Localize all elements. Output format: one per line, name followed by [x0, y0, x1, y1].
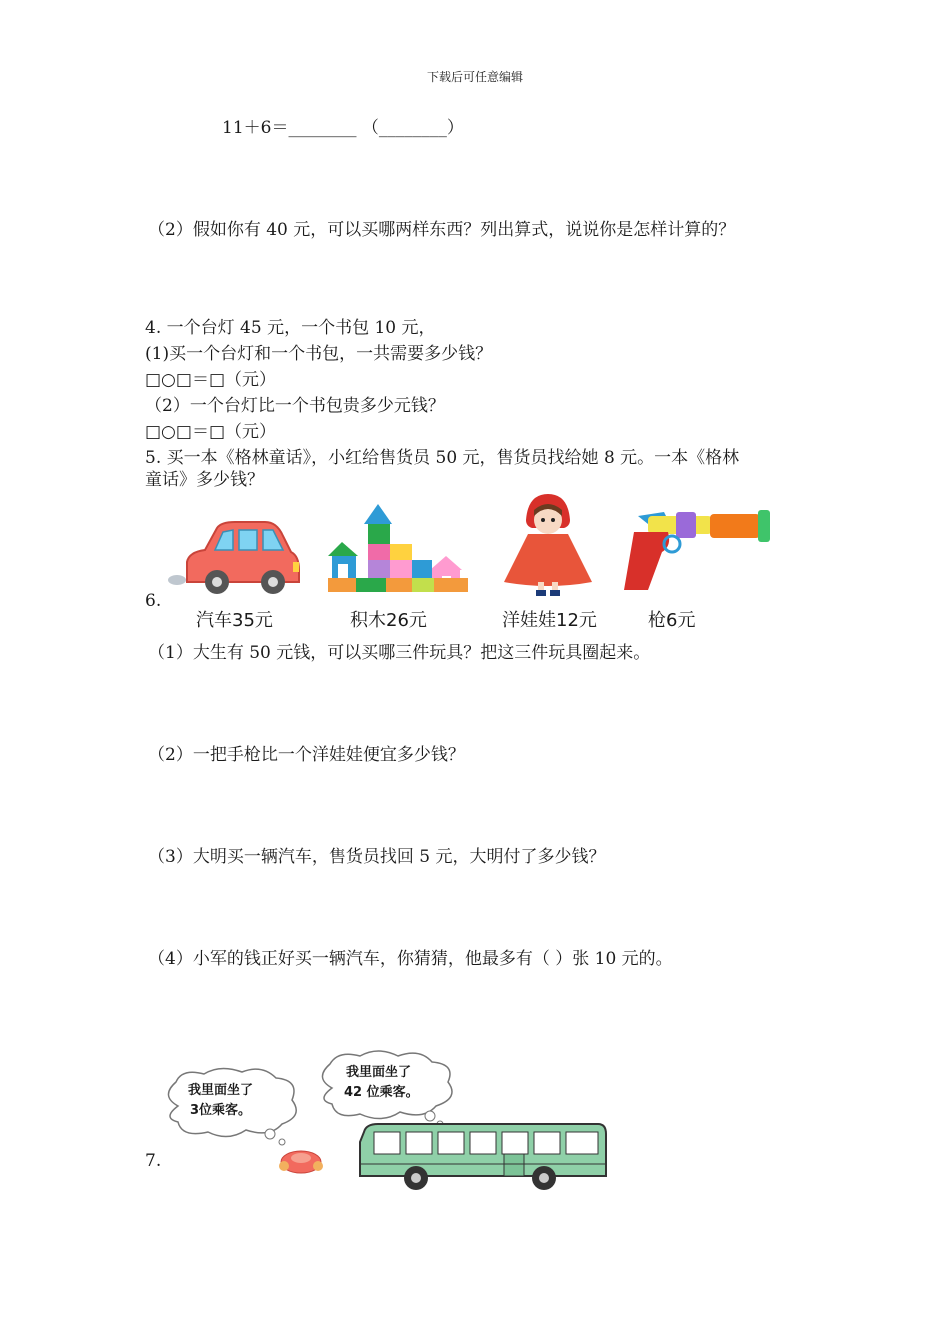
- toy-gun-icon: [618, 506, 774, 596]
- question-4-formula-2: □○□＝□（元）: [145, 422, 277, 442]
- doll-icon: [498, 490, 598, 598]
- question-6-part-1: （1）大生有 50 元钱，可以买哪三件玩具？把这三件玩具圈起来。: [148, 643, 651, 663]
- question-3-part-2: （2）假如你有 40 元，可以买哪两样东西？列出算式，说说你是怎样计算的？: [148, 220, 736, 240]
- question-6-part-2: （2）一把手枪比一个洋娃娃便宜多少钱？: [148, 745, 465, 765]
- question-4-formula-1: □○□＝□（元）: [145, 370, 277, 390]
- question-4-part-2: （2）一个台灯比一个书包贵多少元钱？: [145, 396, 445, 416]
- caption-car: 汽车35元: [196, 610, 273, 631]
- bubble-bus-line-2: 42 位乘客。: [344, 1085, 419, 1100]
- bubble-small-line-1: 我里面坐了: [188, 1083, 254, 1098]
- toy-car-icon: [165, 512, 305, 597]
- caption-doll: 洋娃娃12元: [502, 610, 597, 631]
- question-6-number: 6.: [145, 591, 162, 611]
- bubble-bus-line-1: 我里面坐了: [346, 1065, 412, 1080]
- question-5-line-2: 童话》多少钱？: [145, 470, 264, 490]
- bus-icon: [354, 1120, 610, 1194]
- page-header: 下载后可任意编辑: [426, 70, 523, 84]
- question-4-intro: 4. 一个台灯 45 元，一个书包 10 元，: [145, 318, 436, 338]
- question-5-line-1: 5. 买一本《格林童话》，小红给售货员 50 元，售货员找给她 8 元。一本《格林: [145, 448, 740, 468]
- question-7-number: 7.: [145, 1151, 162, 1171]
- equation-line: 11＋6＝________ （________）: [222, 118, 464, 138]
- building-blocks-icon: [328, 500, 476, 600]
- bubble-small-line-2: 3位乘客。: [190, 1103, 252, 1118]
- question-6-part-3: （3）大明买一辆汽车，售货员找回 5 元，大明付了多少钱？: [148, 847, 606, 867]
- caption-blocks: 积木26元: [350, 610, 427, 631]
- question-6-part-4: （4）小军的钱正好买一辆汽车，你猜猜，他最多有（ ）张 10 元的。: [148, 949, 673, 969]
- caption-gun: 枪6元: [648, 610, 696, 631]
- small-car-icon: [276, 1146, 326, 1176]
- question-4-part-1: (1)买一个台灯和一个书包，一共需要多少钱？: [145, 344, 493, 364]
